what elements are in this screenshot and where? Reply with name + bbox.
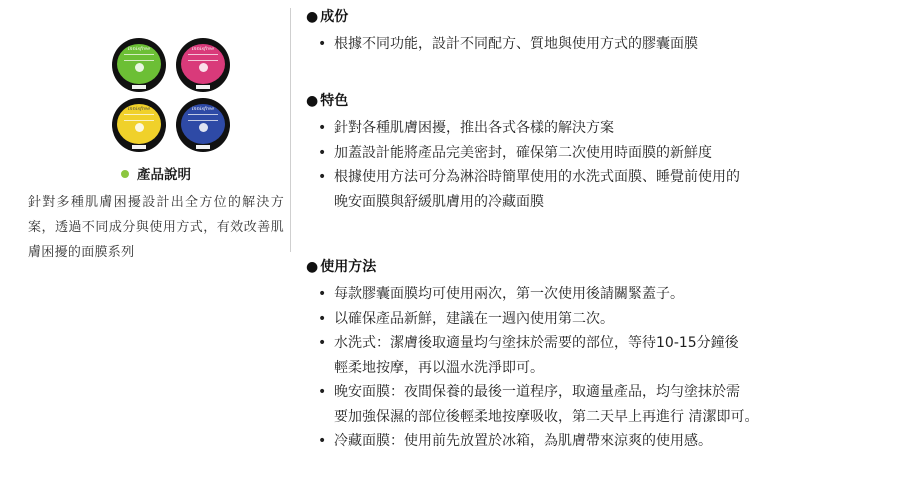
list-item: • 每款膠囊面膜均可使用兩次，第一次使用後請關緊蓋子。 bbox=[306, 282, 758, 307]
product-panel bbox=[28, 38, 284, 265]
features-list bbox=[306, 116, 740, 214]
capsule-yellow bbox=[112, 98, 166, 152]
list-item: • 冷藏面膜：使用前先放置於冰箱，為肌膚帶來涼爽的使用感。 bbox=[306, 429, 758, 454]
vertical-divider bbox=[290, 8, 291, 252]
product-title-row bbox=[28, 166, 284, 184]
capsule-brand: innisfree bbox=[191, 46, 215, 52]
section-features bbox=[306, 90, 740, 214]
bullet-dot-icon: ● bbox=[306, 93, 319, 109]
list-item: • 根據不同功能，設計不同配方、質地與使用方式的膠囊面膜 bbox=[306, 32, 698, 57]
list-item: • 晚安面膜：夜間保養的最後一道程序，取適量產品，均勻塗抹於需 要加強保濕的部位後輕柔地按摩吸收，第二天早上再進行 清潔即可。 bbox=[306, 380, 758, 429]
capsule-pink bbox=[176, 38, 230, 92]
flower-icon bbox=[135, 123, 144, 132]
list-item: • 加蓋設計能將產品完美密封，確保第二次使用時面膜的新鮮度 bbox=[306, 141, 740, 166]
section-title: ● 使用方法 bbox=[306, 259, 377, 275]
capsule-brand: innisfree bbox=[127, 106, 151, 112]
section-usage bbox=[306, 256, 758, 454]
bullet-dot-icon: ● bbox=[306, 9, 319, 25]
section-ingredients bbox=[306, 6, 698, 57]
capsule-brand: innisfree bbox=[127, 46, 151, 52]
list-item: • 以確保產品新鮮，建議在一週內使用第二次。 bbox=[306, 307, 758, 332]
list-item: • 根據使用方法可分為淋浴時簡單使用的水洗式面膜、睡覺前使用的 晚安面膜與舒緩肌膚用的冷藏面膜 bbox=[306, 165, 740, 214]
capsule-green bbox=[112, 38, 166, 92]
herb-icon bbox=[199, 123, 208, 132]
capsule-brand: innisfree bbox=[191, 106, 215, 112]
green-dot-icon bbox=[121, 170, 129, 178]
product-description: 針對多種肌膚困擾設計出全方位的解決方案，透過不同成分與使用方式，有效改善肌膚困擾的面膜系列 bbox=[28, 195, 284, 260]
product-image bbox=[112, 38, 232, 158]
section-title: ● 特色 bbox=[306, 93, 349, 109]
fruit-icon bbox=[199, 63, 208, 72]
list-item: • 針對各種肌膚困擾，推出各式各樣的解決方案 bbox=[306, 116, 740, 141]
leaf-icon bbox=[135, 63, 144, 72]
bullet-dot-icon: ● bbox=[306, 259, 319, 275]
ingredients-list bbox=[306, 32, 698, 57]
capsule-blue bbox=[176, 98, 230, 152]
list-item: • 水洗式：潔膚後取適量均勻塗抹於需要的部位，等待10-15分鐘後 輕柔地按摩，再以溫水洗淨即可。 bbox=[306, 331, 758, 380]
product-title: 產品說明 bbox=[137, 167, 191, 183]
usage-list bbox=[306, 282, 758, 454]
section-title: ● 成份 bbox=[306, 9, 349, 25]
